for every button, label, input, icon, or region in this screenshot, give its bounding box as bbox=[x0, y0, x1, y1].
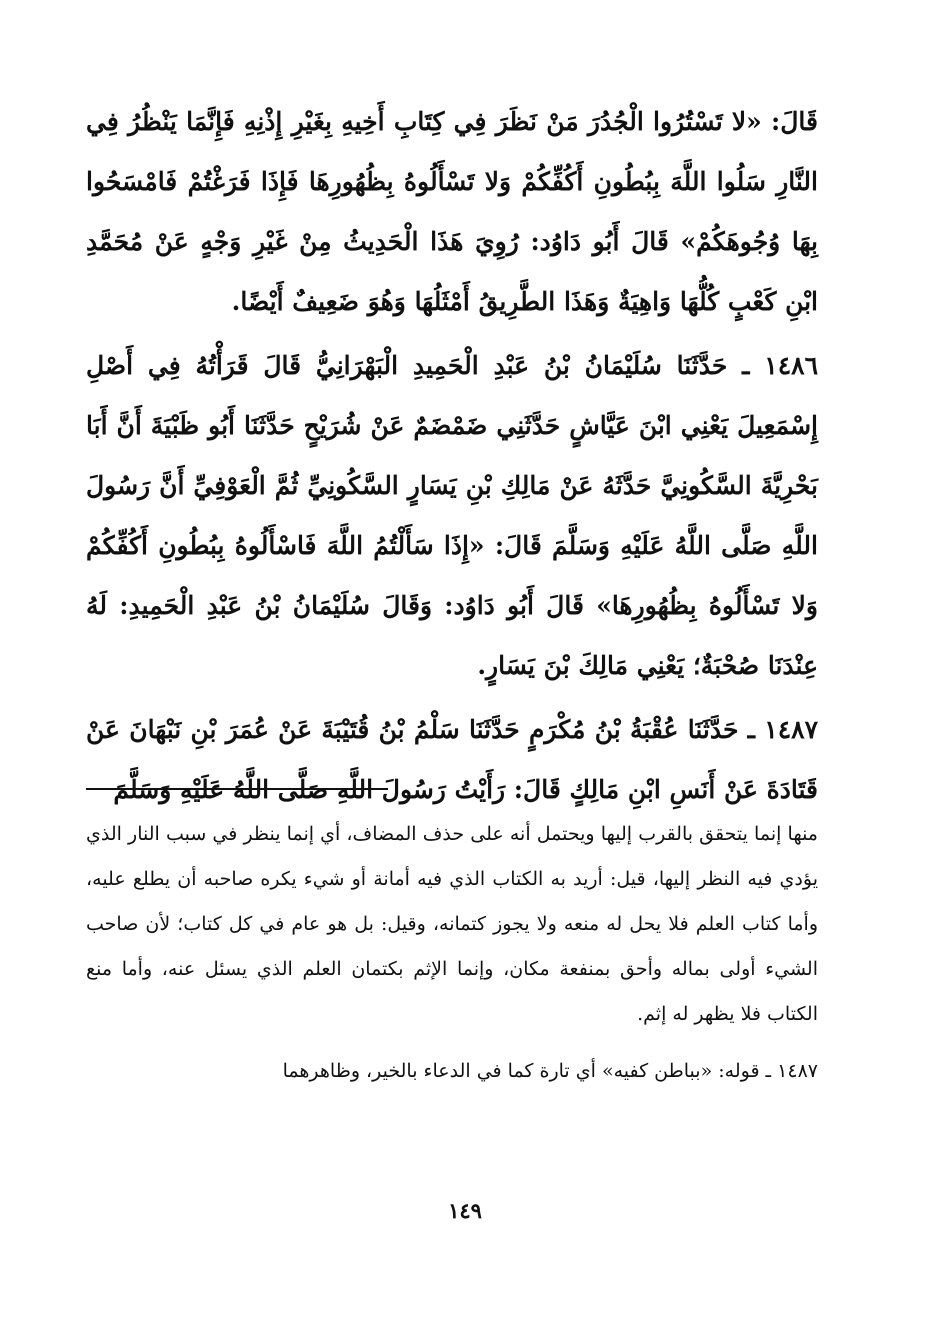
paragraph-text: ـ حَدَّثَنَا عُقْبَةُ بْنُ مُكْرَمٍ حَدَّثَنَا سَلْمُ بْنُ قُتَيْبَةَ عَنْ عُمَرَ بْنِ نَبْهَانَ عَنْ قَتَادَةَ عَنْ أَنَسِ ابْنِ مَالِكٍ قَالَ: رَأَيْتُ رَسُولَ اللَّهِ صَلَّى اللَّهُ عَلَيْهِ وَسَلَّمَ bbox=[86, 715, 818, 804]
hadith-1487-paragraph bbox=[86, 700, 818, 820]
footnote-divider bbox=[86, 788, 388, 790]
hadith-number: ١٤٨٧ bbox=[764, 715, 818, 744]
paragraph-text: ـ حَدَّثَنَا سُلَيْمَانُ بْنُ عَبْدِ الْحَمِيدِ الْبَهْرَانِيُّ قَالَ قَرَأْتُهُ فِي أَصْلِ إِسْمَعِيلَ يَعْنِي ابْنَ عَيَّاشٍ حَدَّثَنِي ضَمْضَمٌ عَنْ شُرَيْحٍ حَدَّثَنَا أَبُو ظَبْيَةَ أَنَّ أَبَا بَحْرِيَّةَ السَّكُونِيَّ حَدَّثَهُ عَنْ مَالِكِ بْنِ يَسَارٍ السَّكُونِيِّ ثُمَّ الْعَوْفِيِّ أَنَّ رَسُولَ اللَّهِ صَلَّى اللَّهُ عَلَيْهِ وَسَلَّمَ قَالَ: «إِذَا سَأَلْتُمُ اللَّهَ فَاسْأَلُوهُ بِبُطُونِ أَكُفِّكُمْ وَلا تَسْأَلُوهُ بِظُهُورِهَا» قَالَ أَبُو دَاوُد: وَقَالَ سُلَيْمَانُ بْنُ عَبْدِ الْحَمِيدِ: لَهُ عِنْدَنَا صُحْبَةٌ؛ يَعْنِي مَالِكَ بْنَ يَسَارٍ. bbox=[86, 351, 818, 680]
hadith-number: ١٤٨٦ bbox=[764, 351, 818, 380]
paragraph-text: قَالَ: «لا تَسْتُرُوا الْجُدُرَ مَنْ نَظَرَ فِي كِتَابِ أَخِيهِ بِغَيْرِ إِذْنِهِ فَإِنَّمَا يَنْظُرُ فِي النَّارِ سَلُوا اللَّهَ بِبُطُونِ أَكُفِّكُمْ وَلا تَسْأَلُوهُ بِظُهُورِهَا فَإِذَا فَرَغْتُمْ فَامْسَحُوا بِهَا وُجُوهَكُمْ» قَالَ أَبُو دَاوُد: رُوِيَ هَذَا الْحَدِيثُ مِنْ غَيْرِ وَجْهٍ عَنْ مُحَمَّدِ ابْنِ كَعْبٍ كُلُّهَا وَاهِيَةٌ وَهَذَا الطَّرِيقُ أَمْثَلُهَا وَهُوَ ضَعِيفٌ أَيْضًا. bbox=[86, 107, 818, 316]
footnotes bbox=[86, 812, 818, 1094]
footnote-paragraph: ١٤٨٧ ـ قوله: «بباطن كفيه» أي تارة كما في الدعاء بالخير، وظاهرهما bbox=[282, 1060, 818, 1082]
main-text bbox=[86, 92, 818, 820]
hadith-1486-paragraph bbox=[86, 336, 818, 696]
page-number: ١٤٩ bbox=[448, 1198, 482, 1223]
hadith-continuation-paragraph bbox=[86, 92, 818, 332]
footnote-paragraph: منها إنما يتحقق بالقرب إليها ويحتمل أنه على حذف المضاف، أي إنما ينظر في سبب النار الذي يؤدي فيه النظر إليها، قيل: أريد به الكتاب الذي فيه أمانة أو شيء يكره صاحبه أن يطلع عليه، وأما كتاب العلم فلا يحل له منعه ولا يجوز كتمانه، وقيل: بل هو عام في كل كتاب؛ لأن صاحب الشيء أولى بماله وأحق بمنفعة مكان، وإنما الإثم بكتمان العلم الذي يسئل عنه، وأما منع الكتاب فلا يظهر له إثم. bbox=[86, 823, 818, 1025]
